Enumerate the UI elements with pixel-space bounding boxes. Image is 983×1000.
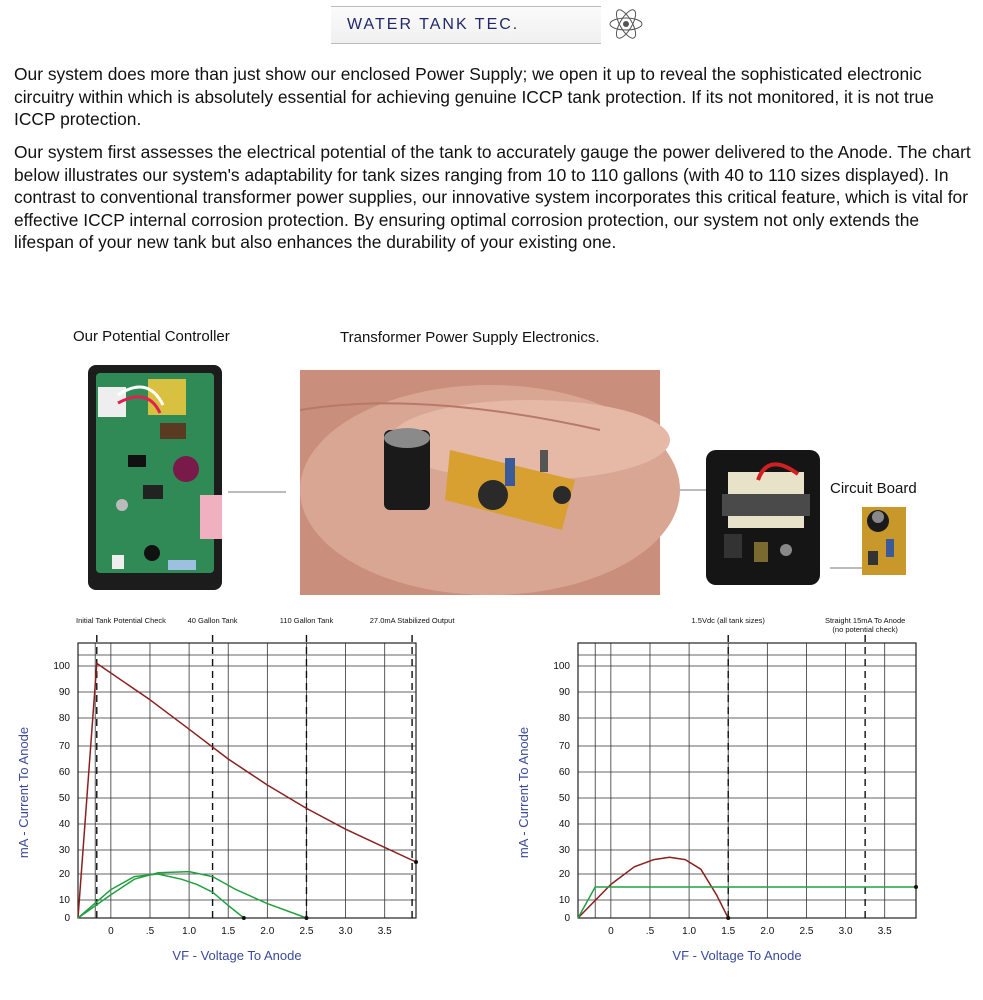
circuit-board-photo (858, 503, 908, 579)
y-tick-label: 50 (558, 793, 570, 804)
y-tick-label: 80 (58, 713, 70, 724)
annotation-label: 110 Gallon Tank (279, 616, 334, 625)
series-end-point (414, 860, 418, 864)
y-tick-label: 10 (58, 895, 70, 906)
series-end-point (304, 916, 308, 920)
potential-controller-caption: Our Potential Controller (73, 328, 230, 345)
y-tick-label: 10 (558, 895, 570, 906)
series-line (78, 872, 307, 918)
x-tick-label: 3.0 (838, 926, 853, 937)
x-tick-label: 2.0 (260, 926, 275, 937)
chart-grid (78, 643, 416, 918)
x-tick-label: 1.5 (221, 926, 236, 937)
intro-paragraph: Our system does more than just show our enclosed Power Supply; we open it up to reveal the sophisticated electronic circuitry within which is absolutely essential for achieving genuine ICCP tank protection. If its not monitored, it is not true ICCP protection. (14, 64, 934, 130)
y-tick-label: 0 (64, 913, 70, 924)
potential-controller-photo (88, 365, 222, 590)
x-tick-label: 1.0 (182, 926, 197, 937)
x-tick-label: 3.5 (377, 926, 392, 937)
x-tick-label: 1.5 (721, 926, 736, 937)
logo-text: WATER TANK TEC. (347, 16, 520, 33)
x-tick-label: 2.5 (299, 926, 314, 937)
connector-line (228, 490, 288, 494)
y-tick-label: 70 (558, 741, 570, 752)
annotation-label: (no potential check) (832, 625, 898, 634)
x-tick-label: 2.0 (760, 926, 775, 937)
x-axis-title: VF - Voltage To Anode (672, 948, 802, 963)
logo-banner (331, 6, 601, 44)
annotation-label: Initial Tank Potential Check (76, 616, 166, 625)
y-tick-label: 40 (58, 819, 70, 830)
y-tick-label: 70 (58, 741, 70, 752)
y-tick-label: 90 (558, 687, 570, 698)
transformer-unit-photo (706, 450, 820, 585)
circuit-board-caption: Circuit Board (830, 480, 917, 497)
y-tick-label: 100 (553, 661, 570, 672)
series-end-point (726, 916, 730, 920)
x-axis-title: VF - Voltage To Anode (172, 948, 302, 963)
plot-frame (78, 643, 416, 918)
atom-icon (606, 4, 646, 44)
y-tick-label: 80 (558, 713, 570, 724)
iccp-controller-chart (0, 608, 455, 970)
y-tick-label: 60 (558, 767, 570, 778)
annotation-label: 27.0mA Stabilized Output (369, 616, 455, 625)
transformer-supply-chart (500, 608, 930, 970)
y-tick-label: 20 (558, 869, 570, 880)
y-tick-label: 50 (58, 793, 70, 804)
annotation-label: 1.5Vdc (all tank sizes) (691, 616, 765, 625)
transformer-electronics-photo (300, 370, 660, 595)
y-tick-label: 30 (558, 845, 570, 856)
series-end-point (914, 885, 918, 889)
transformer-caption: Transformer Power Supply Electronics. (340, 329, 600, 346)
y-tick-label: 60 (58, 767, 70, 778)
y-tick-label: 30 (58, 845, 70, 856)
y-tick-label: 90 (58, 687, 70, 698)
y-tick-label: 0 (564, 913, 570, 924)
x-tick-label: 2.5 (799, 926, 814, 937)
x-tick-label: 3.5 (877, 926, 892, 937)
x-tick-label: 1.0 (682, 926, 697, 937)
y-axis-title: mA - Current To Anode (516, 726, 531, 859)
series-end-point (242, 916, 246, 920)
x-tick-label: 0 (608, 926, 614, 937)
y-tick-label: 40 (558, 819, 570, 830)
x-tick-label: .5 (145, 926, 155, 937)
y-tick-label: 100 (53, 661, 70, 672)
y-tick-label: 20 (58, 869, 70, 880)
annotation-label: Straight 15mA To Anode (824, 616, 906, 625)
y-axis-title: mA - Current To Anode (16, 726, 31, 859)
x-tick-label: 3.0 (338, 926, 353, 937)
x-tick-label: 0 (108, 926, 114, 937)
x-tick-label: .5 (645, 926, 655, 937)
description-paragraph: Our system first assesses the electrical potential of the tank to accurately gauge the power delivered to the Anode. The chart below illustrates our system's adaptability for tank sizes ranging from 10 to 110 gallons (with 40 to 110 sizes displayed). In contrast to conventional transformer power supplies, our innovative system incorporates this critical feature, which is vital for effective ICCP internal corrosion protection. By ensuring optimal corrosion protection, our system not only extends the lifespan of your new tank but also enhances the durability of your existing one. (14, 142, 971, 253)
annotation-label: 40 Gallon Tank (187, 616, 238, 625)
